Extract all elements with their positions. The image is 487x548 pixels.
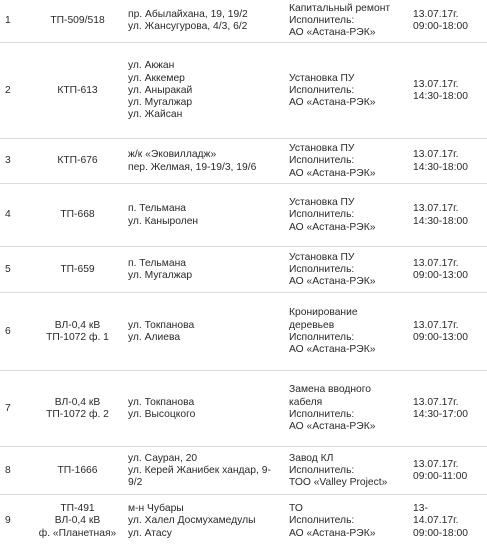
time-cell-line: 13.07.17г. (413, 319, 459, 331)
work-cell (289, 495, 409, 548)
time-cell-line: 09:00-13:00 (413, 332, 468, 343)
object-cell-line: ТП-509/518 (50, 14, 105, 26)
work-cell-line: Исполнитель: (289, 209, 355, 221)
address-cell-line: ул. Аныракай (128, 84, 193, 96)
object-cell-line: ТП-659 (60, 263, 95, 275)
table-row (0, 494, 487, 548)
work-cell-line: Исполнитель: (289, 515, 355, 527)
work-cell-line: АО «Астана-РЭК» (289, 421, 376, 433)
row-number-text: 6 (5, 325, 11, 337)
address-cell-line: ул. Жайсан (128, 109, 183, 121)
object-cell-line: ВЛ-0,4 кВ (54, 396, 101, 408)
row-number (5, 184, 25, 247)
address-cell-line: ул. Каныролен (128, 215, 199, 227)
work-cell-line: Замена вводного (289, 384, 372, 396)
row-number (5, 447, 25, 495)
address-cell-line: ул. Жансугурова, 4/3, 6/2 (128, 21, 248, 32)
work-cell-line: АО «Астана-РЭК» (289, 527, 376, 539)
row-number-text: 8 (5, 464, 11, 476)
work-cell-line: Завод КЛ (289, 452, 334, 464)
work-cell-line: Исполнитель: (289, 409, 355, 420)
work-cell-line: Установка ПУ (289, 251, 355, 263)
object-cell-line: ТП-1072 ф. 1 (46, 332, 109, 343)
work-cell-line: Кронирование (289, 307, 358, 319)
work-cell-line: АО «Астана-РЭК» (289, 221, 376, 233)
work-cell-line: Исполнитель: (289, 464, 355, 476)
address-cell (128, 293, 283, 371)
work-cell-line: Исполнитель: (289, 263, 355, 275)
table-row (0, 0, 487, 42)
row-number (5, 293, 25, 371)
object-cell (35, 447, 120, 495)
time-cell (413, 184, 485, 247)
object-cell (35, 0, 120, 42)
work-cell-line: Исполнитель: (289, 155, 355, 167)
row-number-text: 3 (5, 155, 11, 167)
address-cell-line: ул. Атасу (128, 527, 172, 539)
object-cell-line: ТП-1072 ф. 2 (46, 409, 109, 420)
time-cell-line: 13.07.17г. (413, 458, 459, 470)
row-number (5, 0, 25, 42)
row-number-text: 1 (5, 14, 11, 26)
address-cell-line: 9/2 (128, 477, 143, 489)
row-number-text: 9 (5, 515, 11, 527)
address-cell-line: ул. Аккемер (128, 72, 185, 84)
work-cell-line: деревьев (289, 319, 335, 331)
table-row (0, 370, 487, 447)
work-cell-line: АО «Астана-РЭК» (289, 276, 376, 288)
address-cell (128, 495, 283, 548)
address-cell-line: ул. Мугалжар (128, 97, 193, 109)
work-cell-line: Исполнитель: (289, 14, 355, 26)
object-cell (35, 247, 120, 293)
work-cell (289, 371, 409, 447)
address-cell-line: ул. Халел Досмухамедулы (128, 515, 256, 527)
address-cell-line: ж/к «Эковилладж» (128, 149, 217, 161)
time-cell-line: 13.07.17г. (413, 8, 459, 20)
table-row (0, 42, 487, 139)
address-cell (128, 139, 283, 184)
object-cell (35, 184, 120, 247)
address-cell-line: ул. Сауран, 20 (128, 452, 198, 464)
object-cell-line: ТП-491 (60, 503, 95, 515)
work-cell (289, 43, 409, 139)
time-cell-line: 13.07.17г. (413, 257, 459, 269)
time-cell-line: 13.07.17г. (413, 396, 459, 408)
time-cell-line: 14:30-17:00 (413, 409, 468, 420)
object-cell-line: ВЛ-0,4 кВ (54, 515, 101, 527)
address-cell-line: ул. Токпанова (128, 396, 195, 408)
work-cell-line: кабеля (289, 396, 323, 408)
time-cell-line: 13.07.17г. (413, 78, 459, 90)
time-cell-line: 13.07.17г. (413, 203, 459, 215)
work-cell-line: Установка ПУ (289, 72, 355, 84)
time-cell-line: 09:00-13:00 (413, 270, 468, 281)
row-number (5, 371, 25, 447)
object-cell-line: ТП-668 (60, 209, 95, 221)
address-cell (128, 184, 283, 247)
time-cell-line: 14:30-18:00 (413, 161, 468, 173)
address-cell (128, 0, 283, 42)
work-cell-line: АО «Астана-РЭК» (289, 97, 376, 109)
object-cell-line: ВЛ-0,4 кВ (54, 319, 101, 331)
address-cell-line: ул. Токпанова (128, 319, 195, 331)
address-cell-line: ул. Акжан (128, 60, 175, 72)
work-cell-line: ТО (289, 503, 303, 515)
time-cell-line: 09:00-18:00 (413, 21, 468, 32)
address-cell-line: м-н Чубары (128, 503, 184, 515)
work-cell-line: Исполнитель: (289, 332, 355, 343)
time-cell-line: 13.07.17г. (413, 149, 459, 161)
object-cell-line: КТП-676 (57, 155, 98, 167)
time-cell-line: 14:30-18:00 (413, 91, 468, 102)
time-cell (413, 0, 485, 42)
work-cell-line: АО «Астана-РЭК» (289, 167, 376, 179)
work-cell-line: Капитальный ремонт (289, 2, 391, 14)
address-cell-line: ул. Высоцкого (128, 409, 196, 420)
work-cell (289, 0, 409, 42)
row-number-text: 2 (5, 84, 11, 96)
work-cell (289, 293, 409, 371)
table-row (0, 446, 487, 495)
time-cell-line: 14:30-18:00 (413, 215, 468, 227)
object-cell (35, 139, 120, 184)
time-cell (413, 43, 485, 139)
object-cell (35, 43, 120, 139)
work-cell (289, 247, 409, 293)
time-cell-line: 13- (413, 503, 428, 515)
object-cell (35, 495, 120, 548)
address-cell (128, 447, 283, 495)
object-cell-line: ТП-1666 (57, 464, 98, 476)
object-cell-line: ф. «Планетная» (38, 527, 117, 539)
address-cell-line: ул. Керей Жанибек хандар, 9- (128, 464, 271, 476)
address-cell-line: ул. Алиева (128, 332, 181, 343)
row-number (5, 139, 25, 184)
time-cell (413, 371, 485, 447)
work-cell (289, 184, 409, 247)
time-cell-line: 14.07.17г. (413, 515, 459, 527)
table-row (0, 138, 487, 184)
row-number-text: 7 (5, 402, 11, 414)
address-cell-line: п. Тельмана (128, 257, 186, 269)
work-cell-line: АО «Астана-РЭК» (289, 344, 376, 356)
address-cell-line: п. Тельмана (128, 203, 186, 215)
table-row (0, 183, 487, 247)
work-cell-line: АО «Астана-РЭК» (289, 27, 376, 39)
object-cell-line: КТП-613 (57, 84, 98, 96)
time-cell-line: 09:00-11:00 (413, 471, 468, 482)
address-cell (128, 247, 283, 293)
row-number-text: 5 (5, 263, 11, 275)
time-cell (413, 293, 485, 371)
address-cell-line: ул. Мугалжар (128, 270, 193, 281)
table-row (0, 246, 487, 293)
work-cell-line: Установка ПУ (289, 143, 355, 155)
time-cell (413, 495, 485, 548)
work-cell-line: ТОО «Valley Project» (289, 477, 388, 489)
time-cell (413, 447, 485, 495)
address-cell (128, 43, 283, 139)
work-cell-line: Исполнитель: (289, 84, 355, 96)
address-cell-line: пер. Желмая, 19-19/3, 19/6 (128, 161, 257, 173)
row-number (5, 495, 25, 548)
table-row (0, 292, 487, 371)
time-cell-line: 09:00-18:00 (413, 527, 468, 539)
row-number (5, 43, 25, 139)
time-cell (413, 139, 485, 184)
work-cell-line: Установка ПУ (289, 197, 355, 209)
object-cell (35, 371, 120, 447)
time-cell (413, 247, 485, 293)
work-cell (289, 139, 409, 184)
address-cell-line: пр. Абылайхана, 19, 19/2 (128, 8, 248, 20)
row-number (5, 247, 25, 293)
row-number-text: 4 (5, 209, 11, 221)
address-cell (128, 371, 283, 447)
work-cell (289, 447, 409, 495)
object-cell (35, 293, 120, 371)
